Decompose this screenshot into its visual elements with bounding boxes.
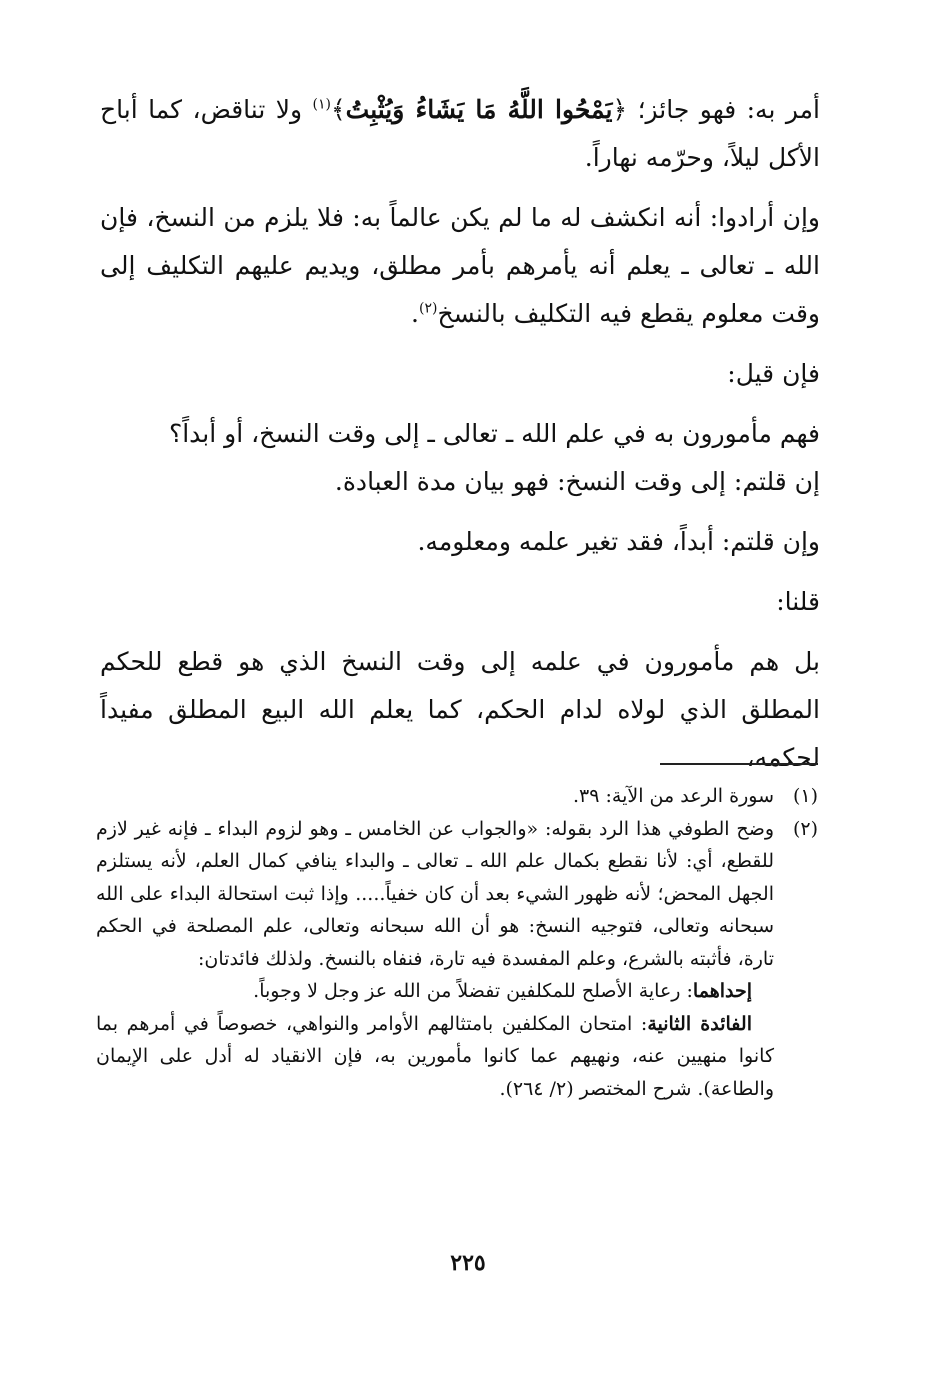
footnote-ref-2: (٢): [418, 300, 438, 317]
footnote-point-2: الفائدة الثانية: امتحان المكلفين بامتثالهم الأوامر والنواهي، خصوصاً في أمرهم بما كانوا منهيين عنه، ونهيهم عما كانوا مأمورين به، فإن الانقياد له أدل على الإيمان والطاعة). شرح المختصر (٢/ ٢٦٤).: [96, 1012, 774, 1100]
paragraph-question: فهم مأمورون به في علم الله ـ تعالى ـ إلى وقت النسخ، أو أبداً؟: [168, 419, 820, 448]
footnote-ref-1: (١): [312, 96, 332, 113]
footnote-text: سورة الرعد من الآية: ٣٩.: [573, 785, 774, 807]
footnote-2: [96, 813, 818, 1106]
footnote-divider: [660, 763, 818, 765]
footnotes: [96, 780, 818, 1105]
main-text: [100, 86, 820, 782]
paragraph-option-2: وإن قلتم: أبداً، فقد تغير علمه ومعلومه.: [417, 527, 820, 556]
footnote-text: وضح الطوفي هذا الرد بقوله: «والجواب عن الخامس ـ وهو لزوم البداء ـ فإنه غير لازم للقطع، أي: لأنا نقطع بكمال علم الله ـ تعالى ـ والبداء ينافي كمال العلم، لأنه يستلزم الجهل المحض؛ لأنه ظهور الشيء بعد أن كان خفياً..... وإذا ثبت استحالة البداء على الله سبحانه وتعالى، فتوجيه النسخ: هو أن الله سبحانه وتعالى، علم المصلحة في الحكم تارة، فأثبته بالشرع، وعلم المفسدة فيه تارة، فنفاه بالنسخ. ولذلك فائدتان:: [96, 817, 774, 970]
page-number: ٢٢٥: [450, 1250, 486, 1276]
paragraph-option-1: إن قلتم: إلى وقت النسخ: فهو بيان مدة العبادة.: [334, 467, 820, 496]
footnote-point-1: إحداهما: رعاية الأصلح للمكلفين تفضلاً من الله عز وجل لا وجوباً.: [253, 980, 752, 1002]
paragraph-answer: بل هم مأمورون في علمه إلى وقت النسخ الذي هو قطع للحكم المطلق الذي لولاه لدام الحكم، كما يعلم الله البيع المطلق مفيداً لحكمه،: [100, 647, 820, 772]
paragraph-2: وإن أرادوا: أنه انكشف له ما لم يكن عالماً به: فلا يلزم من النسخ، فإن الله ـ تعالى ـ يعلم أنه يأمرهم بأمر مطلق، ويديم عليهم التكليف إلى وقت معلوم يقطع فيه التكليف بالنسخ$^{(٢)}$.: [100, 203, 820, 328]
footnote-number: (٢): [792, 817, 818, 840]
footnote-number: (١): [792, 785, 818, 807]
paragraph-answer-intro: قلنا:: [776, 587, 820, 616]
quran-verse: يَمْحُوا اللَّهُ مَا يَشَاءُ وَيُثْبِتُ: [345, 95, 613, 124]
paragraph-question-intro: فإن قيل:: [727, 359, 820, 388]
footnote-1: [96, 780, 818, 813]
paragraph-1: أمر به: فهو جائز؛ ﴿يَمْحُوا اللَّهُ مَا يَشَاءُ وَيُثْبِتُ﴾$^{(١)}$ ولا تناقض، كما أباح الأكل ليلاً، وحرّمه نهاراً.: [100, 95, 820, 172]
